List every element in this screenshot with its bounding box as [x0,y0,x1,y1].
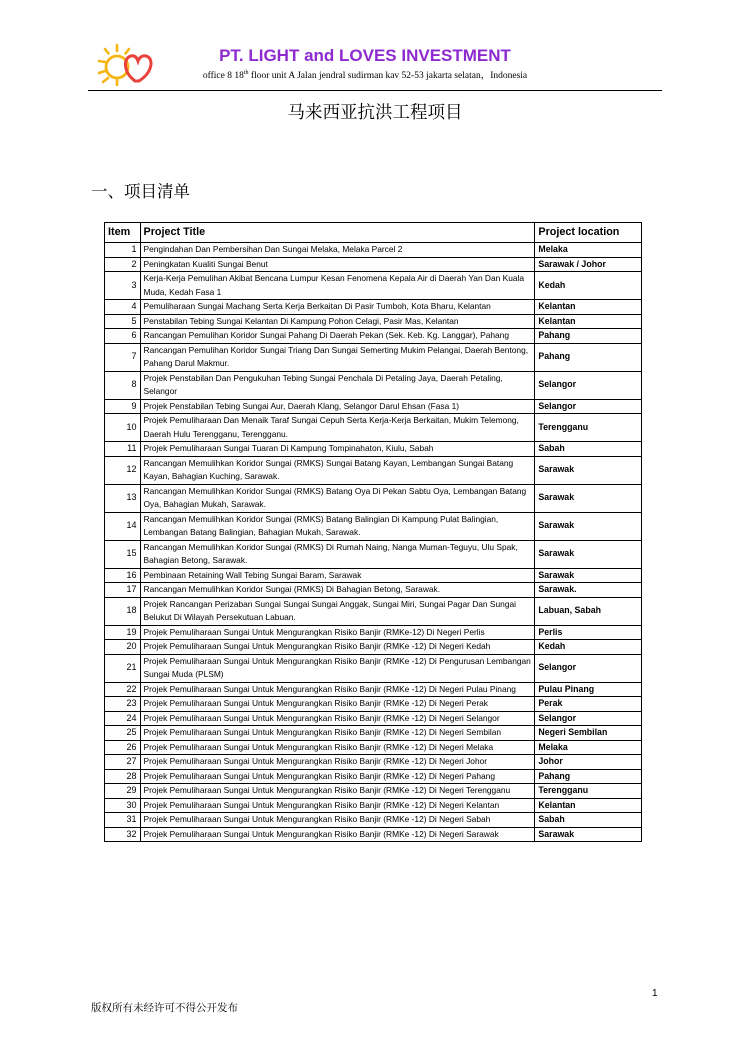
cell-item-number: 3 [105,272,141,300]
cell-item-number: 24 [105,711,141,726]
project-table [104,222,642,842]
cell-project-title: Projek Pemuliharaan Sungai Untuk Mengurangkan Risiko Banjir (RMKe -12) Di Negeri Sarawak [140,827,535,842]
cell-project-title: Projek Pemuliharaan Sungai Untuk Mengurangkan Risiko Banjir (RMKe -12) Di Negeri Sembilan [140,726,535,741]
cell-item-number: 10 [105,414,141,442]
cell-item-number: 20 [105,640,141,655]
cell-project-title: Projek Pemuliharaan Sungai Untuk Mengurangkan Risiko Banjir (RMKe -12) Di Negeri Sabah [140,813,535,828]
cell-project-title: Pemuliharaan Sungai Machang Serta Kerja Berkaitan Di Pasir Tumboh, Kota Bharu, Kelantan [140,300,535,315]
cell-item-number: 21 [105,654,141,682]
cell-item-number: 18 [105,597,141,625]
column-header-location: Project location [535,223,642,243]
cell-item-number: 17 [105,583,141,598]
cell-project-title: Projek Pemuliharaan Sungai Untuk Mengurangkan Risiko Banjir (RMKe -12) Di Negeri Pahang [140,769,535,784]
table-row [105,243,642,258]
cell-project-location: Sarawak / Johor [535,257,642,272]
address-part1: office 8 18 [202,71,244,81]
cell-project-title: Projek Pemuliharaan Sungai Untuk Mengurangkan Risiko Banjir (RMKe -12) Di Negeri Perak [140,697,535,712]
cell-project-location: Kedah [535,640,642,655]
cell-project-title: Rancangan Memulihkan Koridor Sungai (RMKS) Batang Balingian Di Kampung Pulat Balingian, Lembangan Batang Balingian, Bahagian Mukah, Sarawak. [140,512,535,540]
cell-project-title: Projek Pemuliharaan Sungai Untuk Mengurangkan Risiko Banjir (RMKe -12) Di Pengurusan Lembangan Sungai Muda (PLSM) [140,654,535,682]
table-row [105,625,642,640]
cell-project-location: Kedah [535,272,642,300]
cell-project-location: Pahang [535,329,642,344]
table-row [105,813,642,828]
document-title: 马来西亚抗洪工程项目 [287,103,463,123]
cell-project-location: Perlis [535,625,642,640]
cell-project-title: Projek Pemuliharaan Sungai Untuk Mengurangkan Risiko Banjir (RMKe -12) Di Negeri Kelantan [140,798,535,813]
column-header-title: Project Title [140,223,535,243]
table-row [105,640,642,655]
cell-project-title: Rancangan Memulihkan Koridor Sungai (RMKS) Di Bahagian Betong, Sarawak. [140,583,535,598]
cell-item-number: 27 [105,755,141,770]
cell-project-location: Pulau Pinang [535,682,642,697]
cell-project-location: Johor [535,755,642,770]
cell-project-location: Sarawak [535,456,642,484]
cell-project-title: Kerja-Kerja Pemulihan Akibat Bencana Lumpur Kesan Fenomena Kepala Air di Daerah Yan Dan Kuala Muda, Kedah Fasa 1 [140,272,535,300]
page-header [0,0,750,95]
cell-item-number: 31 [105,813,141,828]
table-row [105,682,642,697]
cell-project-location: Melaka [535,243,642,258]
table-row [105,442,642,457]
page-number: 1 [652,988,658,999]
table-row [105,371,642,399]
cell-project-location: Sabah [535,442,642,457]
cell-project-title: Projek Pemuliharaan Sungai Untuk Mengurangkan Risiko Banjir (RMKe -12) Di Negeri Melaka [140,740,535,755]
cell-item-number: 4 [105,300,141,315]
cell-project-location: Sarawak [535,484,642,512]
table-row [105,755,642,770]
cell-item-number: 14 [105,512,141,540]
table-row [105,399,642,414]
cell-project-title: Projek Rancangan Perizaban Sungai Sungai Sungai Anggak, Sungai Miri, Sungai Pagar Dan Sungai Belukut Di Wilayah Persekutuan Labuan. [140,597,535,625]
table-row [105,300,642,315]
cell-item-number: 30 [105,798,141,813]
header-divider [88,90,662,91]
cell-item-number: 15 [105,540,141,568]
cell-project-location: Sarawak. [535,583,642,598]
cell-project-location: Selangor [535,371,642,399]
table-row [105,257,642,272]
table-row [105,512,642,540]
table-row [105,798,642,813]
cell-project-location: Kelantan [535,314,642,329]
cell-project-location: Kelantan [535,798,642,813]
cell-project-title: Projek Pemuliharaan Sungai Untuk Mengurangkan Risiko Banjir (RMKe -12) Di Negeri Johor [140,755,535,770]
cell-project-title: Projek Pemuliharaan Sungai Untuk Mengurangkan Risiko Banjir (RMKe -12) Di Negeri Selangor [140,711,535,726]
cell-project-title: Rancangan Memulihkan Koridor Sungai (RMKS) Di Rumah Naing, Nanga Muman-Teguyu, Ulu Spak, Bahagian Betong, Sarawak. [140,540,535,568]
table-row [105,329,642,344]
cell-project-title: Rancangan Memulihkan Koridor Sungai (RMKS) Batang Oya Di Pekan Sabtu Oya, Lembangan Batang Oya, Bahagian Mukah, Sarawak. [140,484,535,512]
company-address [160,67,570,81]
cell-project-location: Sarawak [535,568,642,583]
cell-item-number: 12 [105,456,141,484]
table-header-row [105,223,642,243]
cell-item-number: 29 [105,784,141,799]
cell-project-title: Projek Pemuliharaan Dan Menaik Taraf Sungai Cepuh Serta Kerja-Kerja Berkaitan, Mukim Telemong, Daerah Hulu Terengganu, Terengganu. [140,414,535,442]
section-title: 一、项目清单 [91,182,190,201]
cell-project-title: Penstabilan Tebing Sungai Kelantan Di Kampung Pohon Celagi, Pasir Mas, Kelantan [140,314,535,329]
table-row [105,484,642,512]
cell-item-number: 25 [105,726,141,741]
table-row [105,272,642,300]
table-row [105,583,642,598]
table-row [105,540,642,568]
cell-item-number: 16 [105,568,141,583]
cell-project-title: Pengindahan Dan Pembersihan Dan Sungai Melaka, Melaka Parcel 2 [140,243,535,258]
cell-project-title: Peningkatan Kualiti Sungai Benut [140,257,535,272]
cell-item-number: 28 [105,769,141,784]
cell-project-location: Melaka [535,740,642,755]
table-row [105,456,642,484]
cell-item-number: 7 [105,343,141,371]
cell-project-title: Projek Pemuliharaan Sungai Untuk Mengurangkan Risiko Banjir (RMKe -12) Di Negeri Kedah [140,640,535,655]
cell-project-title: Projek Penstabilan Tebing Sungai Aur, Daerah Klang, Selangor Darul Ehsan (Fasa 1) [140,399,535,414]
cell-item-number: 19 [105,625,141,640]
cell-item-number: 9 [105,399,141,414]
copyright-notice: 版权所有未经许可不得公开发布 [91,1002,238,1014]
cell-project-location: Sabah [535,813,642,828]
address-part2: floor unit A Jalan jendral sudirman kav 52-53 jakarta selatan，Indonesia [248,71,528,81]
cell-project-location: Negeri Sembilan [535,726,642,741]
table-row [105,597,642,625]
table-row [105,343,642,371]
cell-project-title: Projek Pemuliharaan Sungai Untuk Mengurangkan Risiko Banjir (RMKe -12) Di Negeri Pulau Pinang [140,682,535,697]
project-table-body [105,243,642,842]
cell-project-location: Labuan, Sabah [535,597,642,625]
cell-project-location: Sarawak [535,512,642,540]
table-row [105,726,642,741]
address-superscript: th [243,69,249,76]
cell-item-number: 11 [105,442,141,457]
cell-item-number: 13 [105,484,141,512]
table-row [105,827,642,842]
cell-project-title: Projek Penstabilan Dan Pengukuhan Tebing Sungai Penchala Di Petaling Jaya, Daerah Petaling, Selangor [140,371,535,399]
cell-project-title: Rancangan Pemulihan Koridor Sungai Pahang Di Daerah Pekan (Sek. Keb. Kg. Langgar), Pahang [140,329,535,344]
cell-item-number: 23 [105,697,141,712]
cell-project-location: Sarawak [535,827,642,842]
column-header-item: Item [105,223,141,243]
cell-project-title: Rancangan Memulihkan Koridor Sungai (RMKS) Sungai Batang Kayan, Lembangan Sungai Batang Kayan, Bahagian Kuching, Sarawak. [140,456,535,484]
table-row [105,769,642,784]
cell-project-location: Pahang [535,343,642,371]
cell-project-title: Projek Pemuliharaan Sungai Untuk Mengurangkan Risiko Banjir (RMKe -12) Di Negeri Terengganu [140,784,535,799]
cell-project-location: Terengganu [535,784,642,799]
cell-project-location: Pahang [535,769,642,784]
cell-item-number: 26 [105,740,141,755]
cell-item-number: 6 [105,329,141,344]
cell-project-location: Kelantan [535,300,642,315]
cell-project-location: Selangor [535,399,642,414]
company-name: PT. LIGHT and LOVES INVESTMENT [219,46,511,65]
cell-project-title: Projek Pemuliharaan Sungai Untuk Mengurangkan Risiko Banjir (RMKe-12) Di Negeri Perlis [140,625,535,640]
cell-item-number: 22 [105,682,141,697]
cell-project-title: Projek Pemuliharaan Sungai Tuaran Di Kampung Tompinahaton, Kiulu, Sabah [140,442,535,457]
cell-item-number: 2 [105,257,141,272]
cell-item-number: 1 [105,243,141,258]
table-row [105,414,642,442]
cell-item-number: 5 [105,314,141,329]
table-row [105,784,642,799]
table-row [105,711,642,726]
table-row [105,740,642,755]
cell-project-location: Perak [535,697,642,712]
cell-project-location: Sarawak [535,540,642,568]
table-row [105,314,642,329]
cell-project-title: Pembinaan Retaining Wall Tebing Sungai Baram, Sarawak [140,568,535,583]
cell-project-location: Terengganu [535,414,642,442]
table-row [105,654,642,682]
table-row [105,568,642,583]
cell-project-location: Selangor [535,711,642,726]
cell-project-location: Selangor [535,654,642,682]
cell-item-number: 32 [105,827,141,842]
table-row [105,697,642,712]
cell-project-title: Rancangan Pemulihan Koridor Sungai Triang Dan Sungai Semerting Mukim Pelangai, Daerah Bentong, Pahang Darul Makmur. [140,343,535,371]
sun-heart-logo-icon [95,42,157,86]
cell-item-number: 8 [105,371,141,399]
